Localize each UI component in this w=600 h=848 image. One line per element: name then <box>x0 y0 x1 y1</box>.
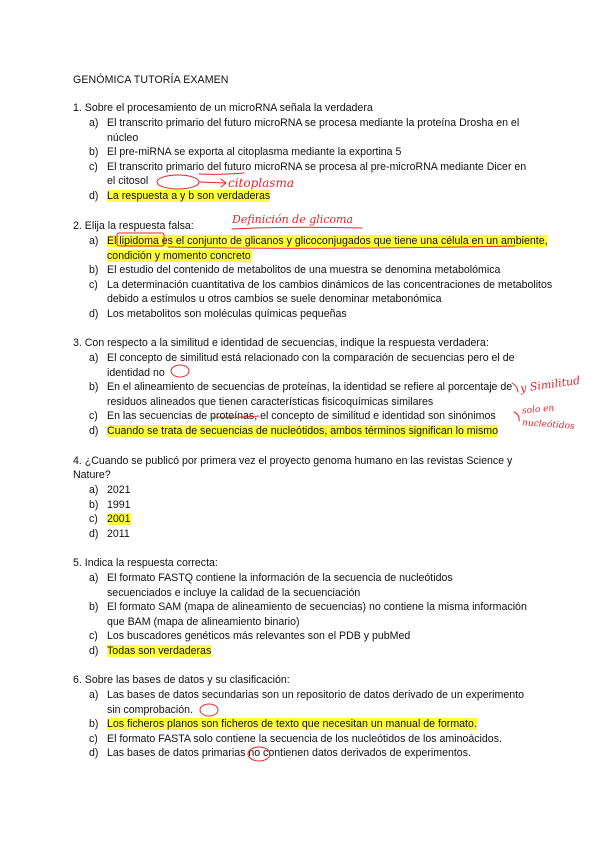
question-stem: 4. ¿Cuando se publicó por primera vez el proyecto genoma humano en las revistas Science y Nature? <box>73 455 513 481</box>
question-stem: 2. Elija la respuesta falsa: <box>73 220 194 232</box>
option-b: b) 1991 <box>89 498 131 511</box>
option-a: a) El lipidoma es el conjunto de glicanos y glicoconjugados que tiene una célula en un ambiente, condición y momento concreto <box>89 235 548 262</box>
annotation-glicoma: Definición de glicoma <box>232 213 354 226</box>
annotation-nucleotidos: nucleótidos <box>521 418 575 432</box>
option-d: d) Los metabolitos son moléculas químicas pequeñas <box>89 307 347 320</box>
option-b: b) En el alineamiento de secuencias de proteínas, la identidad se refiere al porcentaje de residuos alineados que tienen características fisicoquímicas similares <box>89 381 513 408</box>
option-c: c) La determinación cuantitativa de los cambios dinámicos de las concentraciones de metabolitos debido a estímulos u otros cambios se suele denominar metabonómica <box>89 278 553 306</box>
option-c: c) El transcrito primario del futuro microRNA se procesa al pre-microRNA mediante Dicer en el citosol <box>89 160 527 188</box>
option-d: d) Las bases de datos primarias no contienen datos derivados de experimentos. <box>89 747 471 760</box>
option-b: b) El estudio del contenido de metabolitos de una muestra se denomina metabolómica <box>89 264 501 277</box>
option-c: c) 2001 <box>89 513 131 526</box>
option-d: d) 2011 <box>89 527 130 540</box>
highlighted-answer: Cuando se trata de secuencias de nucleótidos, ambos términos significan lo mismo <box>107 424 498 437</box>
annotation-citoplasma: citoplasma <box>228 176 294 190</box>
annotation-similitud: y Similitud <box>519 373 581 396</box>
option-c: c) En las secuencias de proteínas, el concepto de similitud e identidad son sinónimos <box>89 410 496 423</box>
question-stem: 3. Con respecto a la similitud e identidad de secuencias, indique la respuesta verdadera: <box>73 337 489 349</box>
option-d: d) La respuesta a y b son verdaderas <box>89 189 271 202</box>
question-1 <box>73 101 533 204</box>
question-2 <box>73 219 553 322</box>
option-d: d) Todas son verdaderas <box>89 644 212 657</box>
question-3 <box>73 336 533 439</box>
annotation-solo-en: solo en <box>521 403 555 417</box>
option-d: d) Cuando se trata de secuencias de nucleótidos, ambos términos significan lo mismo <box>89 424 498 437</box>
question-4 <box>73 454 533 541</box>
highlighted-answer: Los ficheros planos son ficheros de texto que necesitan un manual de formato. <box>107 718 477 731</box>
option-b: b) El formato SAM (mapa de alineamiento de secuencias) no contiene la misma información que BAM (mapa de alineamiento binario) <box>89 601 527 628</box>
option-a: a) El transcrito primario del futuro microRNA se procesa mediante la proteína Drosha en el núcleo <box>89 117 520 144</box>
option-a: a) 2021 <box>89 484 131 496</box>
option-a: a) Las bases de datos secundarias son un repositorio de datos derivado de un experimento sin comprobación. <box>89 689 524 716</box>
question-stem: 5. Indica la respuesta correcta: <box>73 557 218 569</box>
question-stem: 6. Sobre las bases de datos y su clasificación: <box>73 674 290 686</box>
document-title: GENÓMICA TUTORÍA EXAMEN <box>73 74 229 86</box>
option-c: c) Los buscadores genéticos más relevantes son el PDB y pubMed <box>89 630 411 643</box>
option-b: b) Los ficheros planos son ficheros de texto que necesitan un manual de formato. <box>89 718 477 731</box>
highlighted-answer: La respuesta a y b son verdaderas <box>107 189 271 202</box>
highlighted-answer: Todas son verdaderas <box>107 644 212 657</box>
question-6 <box>73 673 533 761</box>
question-5 <box>73 556 533 659</box>
option-b: b) El pre-miRNA se exporta al citoplasma mediante la exportina 5 <box>89 146 402 159</box>
option-c: c) El formato FASTA solo contiene la secuencia de los nucleótidos de los aminoácidos. <box>89 732 502 745</box>
option-a: a) El concepto de similitud está relacionado con la comparación de secuencias pero el de identidad no <box>89 352 515 379</box>
question-stem: 1. Sobre el procesamiento de un microRNA señala la verdadera <box>73 102 373 114</box>
highlighted-answer: El lipidoma es el conjunto de glicanos y glicoconjugados que tiene una célula en un ambiente, condición y momento concreto <box>107 235 548 262</box>
option-a: a) El formato FASTQ contiene la información de la secuencia de nucleótidos secuenciados e incluye la calidad de la secuenciación <box>89 572 453 599</box>
highlighted-answer: 2001 <box>107 513 131 526</box>
